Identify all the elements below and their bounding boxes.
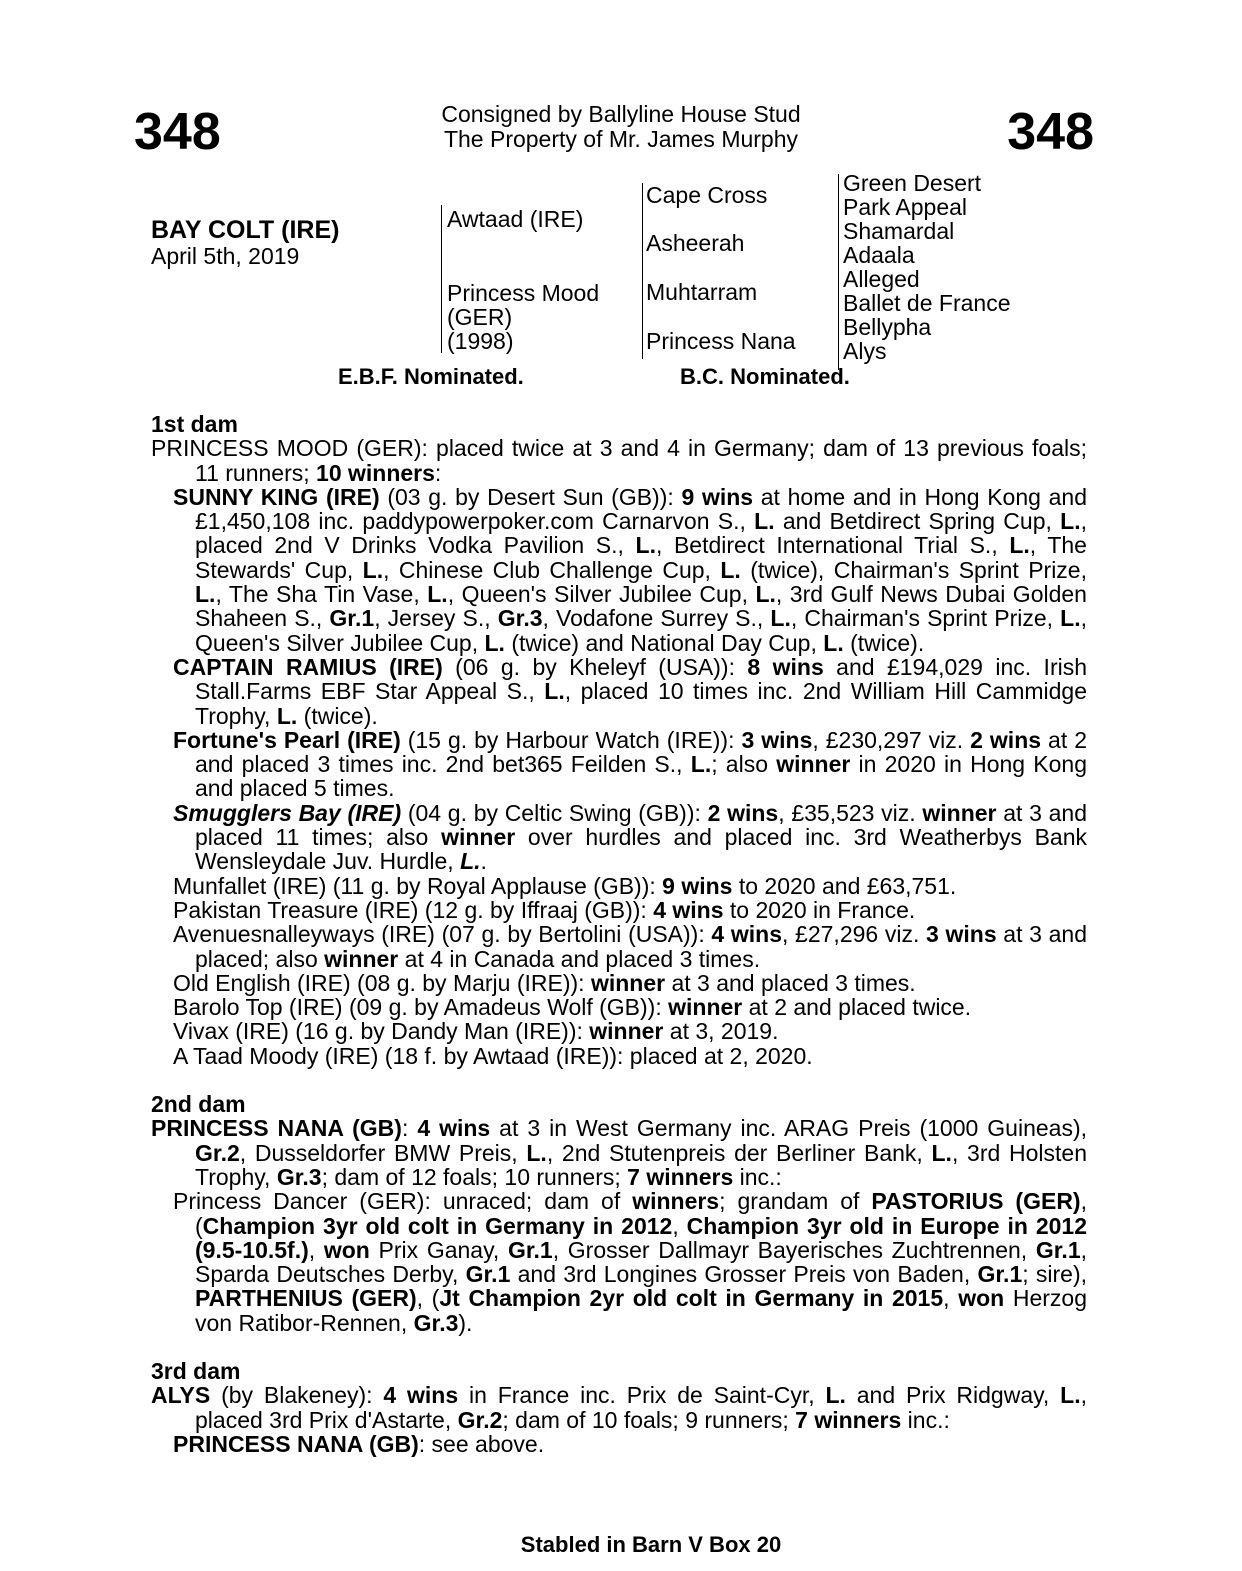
pedigree-bracket-1 [441, 205, 442, 353]
produce-princess-nana-ref: PRINCESS NANA (GB): see above. [173, 1430, 545, 1457]
pedigree-bracket-2 [642, 183, 643, 359]
produce-smugglers-bay: Smugglers Bay (IRE) (04 g. by Celtic Swing (GB)): 2 wins, £35,523 viz. winner at 3 and placed 11 times; also winner over hurdles and placed inc. 3rd Weatherbys Bank Wensleydale Juv. Hurdle, L.. [173, 799, 1087, 875]
owner-line: The Property of Mr. James Murphy [443, 126, 799, 152]
produce-captain-ramius: CAPTAIN RAMIUS (IRE) (06 g. by Kheleyf (USA)): 8 wins and £194,029 inc. Irish Stall.Farms EBF Star Appeal S., L., placed 10 times inc. 2nd William Hill Cammidge Trophy, L. (twice). [173, 653, 1088, 729]
second-dam-princess-nana: PRINCESS NANA (GB): 4 wins at 3 in West Germany inc. ARAG Preis (1000 Guineas), Gr.2, Dusseldorfer BMW Preis, L., 2nd Stutenpreis der Berliner Bank, L., 3rd Holsten Trophy, Gr.3; dam of 12 foals; 10 runners; 7 winners inc.: [151, 1115, 1087, 1190]
consignor-line: Consigned by Ballyline House Stud [441, 101, 801, 127]
produce-barolo-top: Barolo Top (IRE) (09 g. by Amadeus Wolf (GB)): winner at 2 and placed twice. [173, 994, 972, 1021]
pedigree-bracket-3 [838, 174, 839, 370]
bc-nomination: B.C. Nominated. [680, 364, 850, 389]
dam: Princess Mood (GER) (1998) [447, 280, 600, 354]
produce-avenuesnalleyways: Avenuesnalleyways (IRE) (07 g. by Bertolini (USA)): 4 wins, £27,296 viz. 3 wins at 3 and placed; also winner at 4 in Canada and placed 3 times. [173, 921, 1087, 972]
horse-title: BAY COLT (IRE) [151, 216, 340, 244]
produce-a-taad-moody: A Taad Moody (IRE) (18 f. by Awtaad (IRE)): placed at 2, 2020. [173, 1042, 813, 1069]
first-dam-intro: PRINCESS MOOD (GER): placed twice at 3 and 4 in Germany; dam of 13 previous foals; 11 runners; 10 winners: [151, 435, 1087, 486]
third-dam-heading: 3rd dam [151, 1357, 241, 1384]
third-dam-alys: ALYS (by Blakeney): 4 wins in France inc. Prix de Saint-Cyr, L. and Prix Ridgway, L., placed 3rd Prix d'Astarte, Gr.2; dam of 10 foals; 9 runners; 7 winners inc.: [151, 1382, 1087, 1433]
stabling-info: Stabled in Barn V Box 20 [520, 1532, 782, 1557]
third-generation: Green Desert Park Appeal Shamardal Adaala Alleged Ballet de France Bellypha Alys [843, 170, 1011, 364]
produce-pakistan-treasure: Pakistan Treasure (IRE) (12 g. by Iffraaj (GB)): 4 wins to 2020 in France. [173, 896, 916, 923]
lot-number-right: 348 [1007, 103, 1094, 161]
sire-dam: Asheerah [646, 230, 745, 256]
ebf-nomination: E.B.F. Nominated. [338, 364, 524, 389]
catalogue-body [151, 412, 1087, 1456]
first-dam-heading: 1st dam [151, 411, 238, 437]
produce-sunny-king: SUNNY KING (IRE) (03 g. by Desert Sun (GB)): 9 wins at home and in Hong Kong and £1,450,108 inc. paddypowerpoker.com Carnarvon S., L. and Betdirect Spring Cup, L., placed 2nd V Drinks Vodka Pavilion S., L., Betdirect International Trial S., L., The Stewards' Cup, L., Chinese Club Challenge Cup, L. (twice), Chairman's Sprint Prize, L., The Sha Tin Vase, L., Queen's Silver Jubilee Cup, L., 3rd Gulf News Dubai Golden Shaheen S., Gr.1, Jersey S., Gr.3, Vodafone Surrey S., L., Chairman's Sprint Prize, L., Queen's Silver Jubilee Cup, L. (twice) and National Day Cup, L. (twice). [173, 483, 1087, 656]
lot-number-left: 348 [134, 103, 221, 161]
dam-dam: Princess Nana [646, 328, 796, 354]
sire-sire: Cape Cross [646, 182, 768, 208]
horse-foaled-date: April 5th, 2019 [151, 243, 300, 269]
produce-vivax: Vivax (IRE) (16 g. by Dandy Man (IRE)): winner at 3, 2019. [173, 1018, 779, 1045]
sire: Awtaad (IRE) [447, 206, 584, 232]
produce-old-english: Old English (IRE) (08 g. by Marju (IRE)): winner at 3 and placed 3 times. [173, 969, 916, 996]
produce-princess-dancer: Princess Dancer (GER): unraced; dam of winners; grandam of PASTORIUS (GER), (Champion 3yr old colt in Germany in 2012, Champion 3yr old in Europe in 2012 (9.5-10.5f.), won Prix Ganay, Gr.1, Grosser Dallmayr Bayerisches Zuchtrennen, Gr.1, Sparda Deutsches Derby, Gr.1 and 3rd Longines Grosser Preis von Baden, Gr.1; sire), PARTHENIUS (GER), (Jt Champion 2yr old colt in Germany in 2015, won Herzog von Ratibor-Rennen, Gr.3). [173, 1188, 1088, 1336]
produce-munfallet: Munfallet (IRE) (11 g. by Royal Applause (GB)): 9 wins to 2020 and £63,751. [173, 872, 957, 899]
produce-fortunes-pearl: Fortune's Pearl (IRE) (15 g. by Harbour Watch (IRE)): 3 wins, £230,297 viz. 2 wins at 2 and placed 3 times inc. 2nd bet365 Feilden S., L.; also winner in 2020 in Hong Kong and placed 5 times. [173, 726, 1087, 802]
dam-sire: Muhtarram [646, 279, 758, 305]
second-dam-heading: 2nd dam [151, 1091, 246, 1118]
